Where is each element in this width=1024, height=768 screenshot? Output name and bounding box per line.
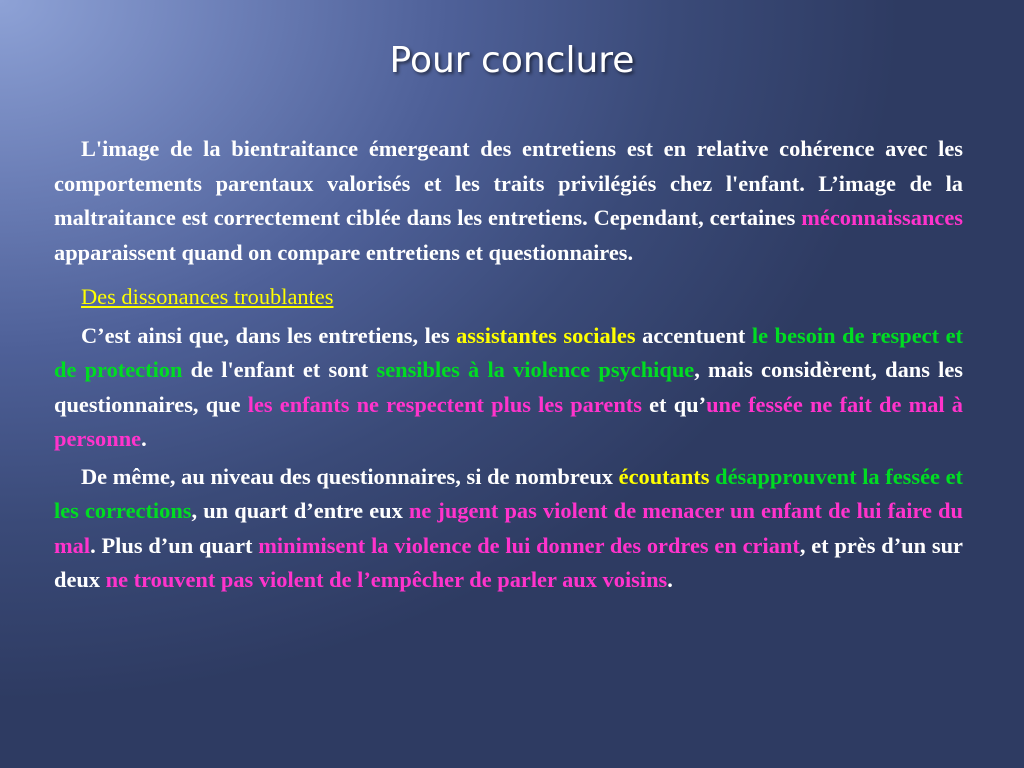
highlight-enfants-respectent: les enfants ne respectent plus les parents <box>247 391 642 417</box>
entretiens-text-2: accentuent <box>635 322 752 348</box>
paragraph-entretiens <box>54 319 963 457</box>
paragraph-questionnaires <box>54 460 963 598</box>
questionnaires-text-1: De même, au niveau des questionnaires, si de nombreux <box>81 463 619 489</box>
highlight-besoin-respect: le besoin de respect et de protection <box>54 322 964 382</box>
intro-text-1: L'image de la bientraitance émergeant des entretiens est en relative cohérence avec les comportements parentaux valorisés et les traits privilégiés chez l'enfant. L’image de la maltraitance est correctement ciblée dans les entretiens. Cependant, certaines <box>54 136 963 230</box>
highlight-desapprouvent: désapprouvent la fessée et les corrections <box>54 463 964 523</box>
subheading-dissonances: Des dissonances troublantes <box>81 284 334 309</box>
highlight-ordres-criant: minimisent la violence de lui donner des ordres en criant <box>258 532 800 558</box>
subheading-paragraph <box>54 280 963 315</box>
highlight-voisins: ne trouvent pas violent de l’empêcher de parler aux voisins <box>105 567 668 592</box>
highlight-fessee: une fessée ne fait de mal à personne <box>54 391 964 451</box>
paragraph-intro <box>54 132 963 270</box>
questionnaires-text-3: , un quart d’entre eux <box>191 498 409 523</box>
highlight-meconnaissances: méconnaissances <box>801 205 963 230</box>
intro-text-2: apparaissent quand on compare entretiens et questionnaires. <box>54 239 634 265</box>
highlight-assistantes-sociales: assistantes sociales <box>456 322 636 348</box>
slide-title: Pour conclure <box>389 40 635 81</box>
highlight-ecoutants: écoutants <box>618 463 710 489</box>
questionnaires-text-4: . Plus d’un quart <box>90 532 259 558</box>
questionnaires-text-6: . <box>667 567 673 592</box>
entretiens-text-6: . <box>141 426 147 451</box>
entretiens-text-5: et qu’ <box>641 391 707 417</box>
highlight-menacer: ne jugent pas violent de menacer un enfant de lui faire du mal <box>54 498 963 558</box>
slide-body <box>54 132 963 598</box>
questionnaires-text-5: , et près d’un sur deux <box>54 532 963 592</box>
entretiens-text-1: C’est ainsi que, dans les entretiens, les <box>81 322 457 348</box>
highlight-violence-psychique: sensibles à la violence psychique <box>376 357 695 382</box>
entretiens-text-3: de l'enfant et sont <box>182 357 377 382</box>
entretiens-text-4: , mais considèrent, dans les questionnaires, que <box>54 357 964 417</box>
